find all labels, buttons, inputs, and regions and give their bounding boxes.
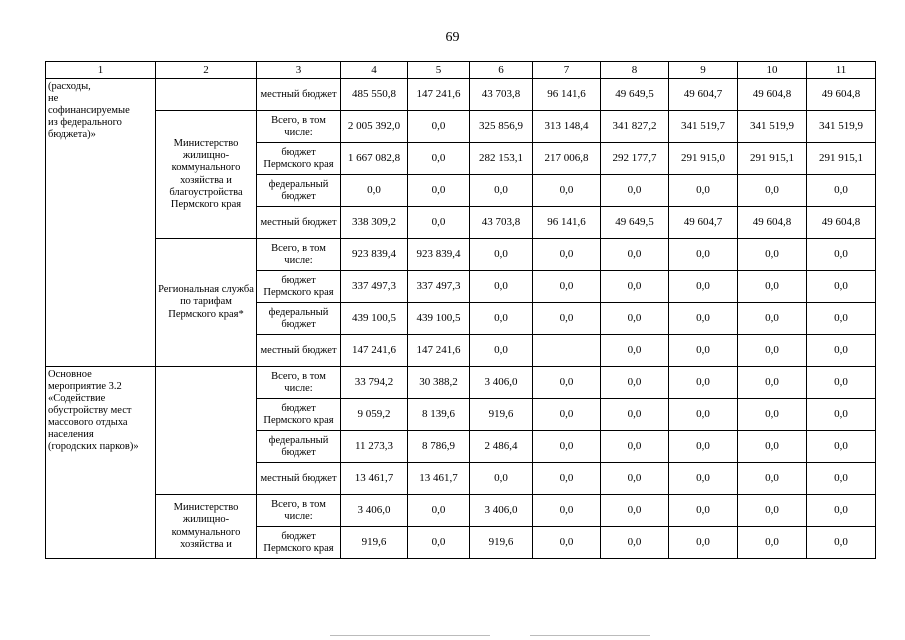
amount-cell: 0,0: [807, 271, 876, 303]
amount-cell: 0,0: [738, 239, 807, 271]
amount-cell: 0,0: [738, 335, 807, 367]
amount-cell: 0,0: [533, 527, 601, 559]
amount-cell: 291 915,1: [738, 143, 807, 175]
amount-cell: 0,0: [601, 527, 669, 559]
table-row: [46, 495, 876, 527]
amount-cell: 291 915,0: [669, 143, 738, 175]
amount-cell: 0,0: [669, 175, 738, 207]
amount-cell: 0,0: [601, 335, 669, 367]
header-cell: 1: [46, 62, 156, 79]
amount-cell: 0,0: [601, 431, 669, 463]
funding-source-cell: федеральный бюджет: [257, 431, 341, 463]
amount-cell: 0,0: [601, 175, 669, 207]
amount-cell: 0,0: [470, 271, 533, 303]
amount-cell: 0,0: [738, 271, 807, 303]
amount-cell: 0,0: [669, 495, 738, 527]
activity-cell: Основное мероприятие 3.2 «Содействие обустройству мест массового отдыха населения (городских парков)»: [46, 367, 156, 559]
amount-cell: 33 794,2: [341, 367, 408, 399]
amount-cell: 0,0: [738, 399, 807, 431]
page-number: 69: [445, 30, 460, 45]
amount-cell: 341 827,2: [601, 111, 669, 143]
amount-cell: 0,0: [470, 463, 533, 495]
amount-cell: 0,0: [807, 175, 876, 207]
funding-source-cell: Всего, в том числе:: [257, 367, 341, 399]
amount-cell: 0,0: [807, 431, 876, 463]
amount-cell: 0,0: [669, 527, 738, 559]
amount-cell: 439 100,5: [341, 303, 408, 335]
amount-cell: 0,0: [408, 111, 470, 143]
amount-cell: 0,0: [601, 463, 669, 495]
funding-source-cell: бюджет Пермского края: [257, 399, 341, 431]
table-row: [46, 79, 876, 111]
amount-cell: 0,0: [807, 303, 876, 335]
amount-cell: 282 153,1: [470, 143, 533, 175]
executor-cell: Региональная служба по тарифам Пермского края*: [156, 239, 257, 367]
amount-cell: 337 497,3: [408, 271, 470, 303]
budget-table: [45, 61, 876, 559]
header-cell: 9: [669, 62, 738, 79]
amount-cell: 49 604,7: [669, 207, 738, 239]
amount-cell: 0,0: [738, 495, 807, 527]
amount-cell: 0,0: [669, 367, 738, 399]
header-cell: 5: [408, 62, 470, 79]
funding-source-cell: федеральный бюджет: [257, 303, 341, 335]
amount-cell: 338 309,2: [341, 207, 408, 239]
amount-cell: 0,0: [408, 143, 470, 175]
amount-cell: 0,0: [533, 303, 601, 335]
amount-cell: 0,0: [807, 527, 876, 559]
amount-cell: 147 241,6: [408, 335, 470, 367]
amount-cell: 0,0: [533, 495, 601, 527]
table-body: [46, 62, 876, 559]
amount-cell: 8 786,9: [408, 431, 470, 463]
amount-cell: 0,0: [807, 399, 876, 431]
amount-cell: 0,0: [601, 271, 669, 303]
amount-cell: 49 604,8: [738, 207, 807, 239]
amount-cell: 0,0: [738, 303, 807, 335]
amount-cell: 0,0: [533, 367, 601, 399]
funding-source-cell: Всего, в том числе:: [257, 239, 341, 271]
executor-cell: [156, 367, 257, 495]
funding-source-cell: местный бюджет: [257, 207, 341, 239]
amount-cell: 923 839,4: [341, 239, 408, 271]
amount-cell: 0,0: [408, 207, 470, 239]
amount-cell: 3 406,0: [341, 495, 408, 527]
amount-cell: 96 141,6: [533, 79, 601, 111]
amount-cell: 8 139,6: [408, 399, 470, 431]
amount-cell: 0,0: [408, 175, 470, 207]
amount-cell: 3 406,0: [470, 495, 533, 527]
amount-cell: 147 241,6: [341, 335, 408, 367]
amount-cell: 0,0: [470, 303, 533, 335]
amount-cell: 337 497,3: [341, 271, 408, 303]
executor-cell: Министерство жилищно-коммунального хозяйства и благоустройства Пермского края: [156, 111, 257, 239]
amount-cell: 0,0: [807, 367, 876, 399]
amount-cell: 43 703,8: [470, 79, 533, 111]
amount-cell: 0,0: [533, 271, 601, 303]
amount-cell: 49 649,5: [601, 207, 669, 239]
amount-cell: 0,0: [533, 399, 601, 431]
amount-cell: 0,0: [738, 367, 807, 399]
amount-cell: 96 141,6: [533, 207, 601, 239]
amount-cell: 0,0: [807, 495, 876, 527]
amount-cell: 0,0: [738, 463, 807, 495]
amount-cell: 341 519,9: [738, 111, 807, 143]
amount-cell: 30 388,2: [408, 367, 470, 399]
header-cell: 8: [601, 62, 669, 79]
amount-cell: 341 519,7: [669, 111, 738, 143]
amount-cell: 13 461,7: [408, 463, 470, 495]
amount-cell: 3 406,0: [470, 367, 533, 399]
header-cell: 11: [807, 62, 876, 79]
amount-cell: 0,0: [738, 175, 807, 207]
funding-source-cell: местный бюджет: [257, 335, 341, 367]
amount-cell: 0,0: [601, 367, 669, 399]
funding-source-cell: бюджет Пермского края: [257, 271, 341, 303]
page-edge-line: [330, 635, 490, 636]
amount-cell: 2 005 392,0: [341, 111, 408, 143]
amount-cell: 0,0: [470, 175, 533, 207]
header-cell: 2: [156, 62, 257, 79]
table-row: [46, 239, 876, 271]
amount-cell: 919,6: [341, 527, 408, 559]
amount-cell: 0,0: [669, 399, 738, 431]
executor-cell: Министерство жилищно-коммунального хозяйства и: [156, 495, 257, 559]
amount-cell: 923 839,4: [408, 239, 470, 271]
amount-cell: 0,0: [807, 463, 876, 495]
funding-source-cell: Всего, в том числе:: [257, 495, 341, 527]
funding-source-cell: местный бюджет: [257, 463, 341, 495]
table-row: [46, 111, 876, 143]
amount-cell: 0,0: [533, 239, 601, 271]
amount-cell: 43 703,8: [470, 207, 533, 239]
page-edge-line: [530, 635, 650, 636]
amount-cell: 49 604,8: [807, 79, 876, 111]
amount-cell: 2 486,4: [470, 431, 533, 463]
funding-source-cell: бюджет Пермского края: [257, 527, 341, 559]
header-cell: 3: [257, 62, 341, 79]
amount-cell: 49 604,8: [807, 207, 876, 239]
amount-cell: 919,6: [470, 527, 533, 559]
executor-cell: [156, 79, 257, 111]
amount-cell: 0,0: [601, 495, 669, 527]
amount-cell: 313 148,4: [533, 111, 601, 143]
header-cell: 6: [470, 62, 533, 79]
amount-cell: 0,0: [601, 303, 669, 335]
amount-cell: 0,0: [807, 239, 876, 271]
amount-cell: 0,0: [408, 495, 470, 527]
amount-cell: 0,0: [738, 431, 807, 463]
amount-cell: 49 649,5: [601, 79, 669, 111]
funding-source-cell: федеральный бюджет: [257, 175, 341, 207]
funding-source-cell: местный бюджет: [257, 79, 341, 111]
amount-cell: 0,0: [669, 271, 738, 303]
amount-cell: 49 604,8: [738, 79, 807, 111]
amount-cell: 341 519,9: [807, 111, 876, 143]
header-cell: 10: [738, 62, 807, 79]
amount-cell: 0,0: [601, 399, 669, 431]
amount-cell: 292 177,7: [601, 143, 669, 175]
amount-cell: 0,0: [470, 335, 533, 367]
amount-cell: 325 856,9: [470, 111, 533, 143]
amount-cell: 0,0: [408, 527, 470, 559]
amount-cell: 49 604,7: [669, 79, 738, 111]
amount-cell: 439 100,5: [408, 303, 470, 335]
amount-cell: 0,0: [669, 303, 738, 335]
amount-cell: 217 006,8: [533, 143, 601, 175]
amount-cell: 13 461,7: [341, 463, 408, 495]
amount-cell: 0,0: [341, 175, 408, 207]
amount-cell: 0,0: [669, 463, 738, 495]
funding-source-cell: Всего, в том числе:: [257, 111, 341, 143]
amount-cell: 1 667 082,8: [341, 143, 408, 175]
amount-cell: 147 241,6: [408, 79, 470, 111]
table-row: [46, 367, 876, 399]
amount-cell: 0,0: [669, 431, 738, 463]
amount-cell: 0,0: [533, 463, 601, 495]
amount-cell: 0,0: [669, 239, 738, 271]
amount-cell: 291 915,1: [807, 143, 876, 175]
amount-cell: 9 059,2: [341, 399, 408, 431]
header-row: [46, 62, 876, 79]
amount-cell: 485 550,8: [341, 79, 408, 111]
amount-cell: 919,6: [470, 399, 533, 431]
amount-cell: 0,0: [601, 239, 669, 271]
funding-source-cell: бюджет Пермского края: [257, 143, 341, 175]
header-cell: 7: [533, 62, 601, 79]
amount-cell: 0,0: [470, 239, 533, 271]
amount-cell: 0,0: [669, 335, 738, 367]
amount-cell: 0,0: [738, 527, 807, 559]
activity-cell: (расходы, не софинансируемые из федерального бюджета)»: [46, 79, 156, 367]
amount-cell: 0,0: [807, 335, 876, 367]
amount-cell: 0,0: [533, 175, 601, 207]
amount-cell: [533, 335, 601, 367]
header-cell: 4: [341, 62, 408, 79]
amount-cell: 11 273,3: [341, 431, 408, 463]
amount-cell: 0,0: [533, 431, 601, 463]
